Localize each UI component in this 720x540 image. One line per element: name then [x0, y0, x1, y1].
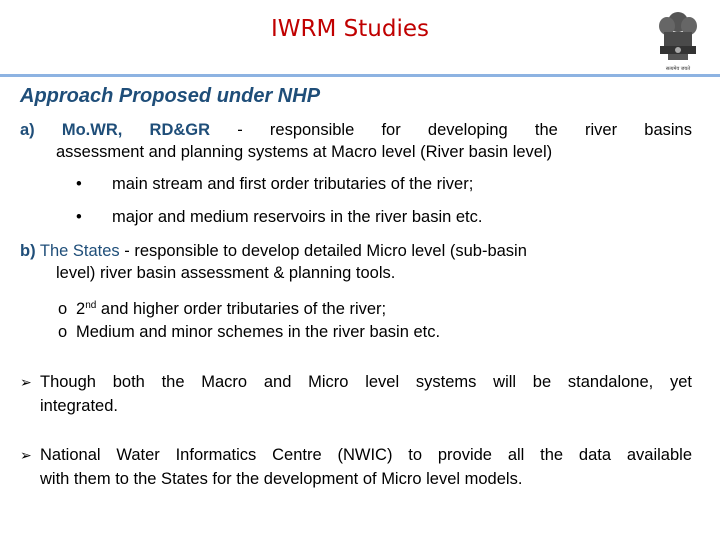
item-a-line1-text: - responsible for developing the river basins	[210, 121, 692, 139]
arrow-bullet-icon: ➢	[20, 447, 32, 463]
title-divider	[0, 74, 720, 77]
section-heading: Approach Proposed under NHP	[20, 85, 321, 107]
sub-text-part: 2	[76, 300, 86, 318]
item-a	[20, 119, 692, 163]
item-b-line2: level) river basin assessment & planning tools.	[56, 264, 396, 282]
point-line1: Though both the Macro and Micro level systems will be standalone, yet	[40, 373, 692, 391]
item-b-line1-text: - responsible to develop detailed Micro level (sub-basin	[119, 242, 527, 260]
item-a-line1	[20, 119, 692, 141]
point	[20, 370, 692, 418]
sub-text: Medium and minor schemes in the river basin etc.	[76, 323, 441, 341]
bullet-icon: •	[76, 208, 82, 226]
page-title: IWRM Studies	[271, 16, 429, 42]
sub-text-superscript: nd	[85, 300, 97, 311]
sub-bullet-icon: o	[58, 323, 68, 341]
item-b-label: b)	[20, 242, 36, 260]
list-item	[76, 206, 482, 228]
point-line2: integrated.	[40, 397, 118, 415]
list-item	[58, 321, 440, 343]
item-b-org: The States	[39, 242, 120, 260]
bullet-text: major and medium reservoirs in the river basin etc.	[112, 208, 483, 226]
list-item	[58, 298, 386, 320]
item-a-label: a)	[20, 121, 35, 139]
list-item	[76, 173, 473, 195]
item-a-line2: assessment and planning systems at Macro level (River basin level)	[56, 143, 553, 161]
bullet-text: main stream and first order tributaries of the river;	[112, 175, 474, 193]
point	[20, 443, 692, 491]
sub-text	[76, 300, 386, 318]
emblem-caption: सत्यमेव जयते	[665, 66, 691, 72]
bullet-icon: •	[76, 175, 82, 193]
point-line2: with them to the States for the development of Micro level models.	[40, 470, 523, 488]
arrow-bullet-icon: ➢	[20, 374, 32, 390]
lion-capital-icon	[652, 8, 704, 66]
item-a-org: Mo.WR, RD&GR	[61, 121, 211, 139]
item-b-line1	[20, 240, 700, 262]
national-emblem-logo	[652, 8, 704, 74]
sub-text-part: and higher order tributaries of the river;	[96, 300, 387, 318]
sub-bullet-icon: o	[58, 300, 68, 318]
item-b	[20, 240, 700, 284]
point-line1: National Water Informatics Centre (NWIC) to provide all the data available	[40, 446, 692, 464]
